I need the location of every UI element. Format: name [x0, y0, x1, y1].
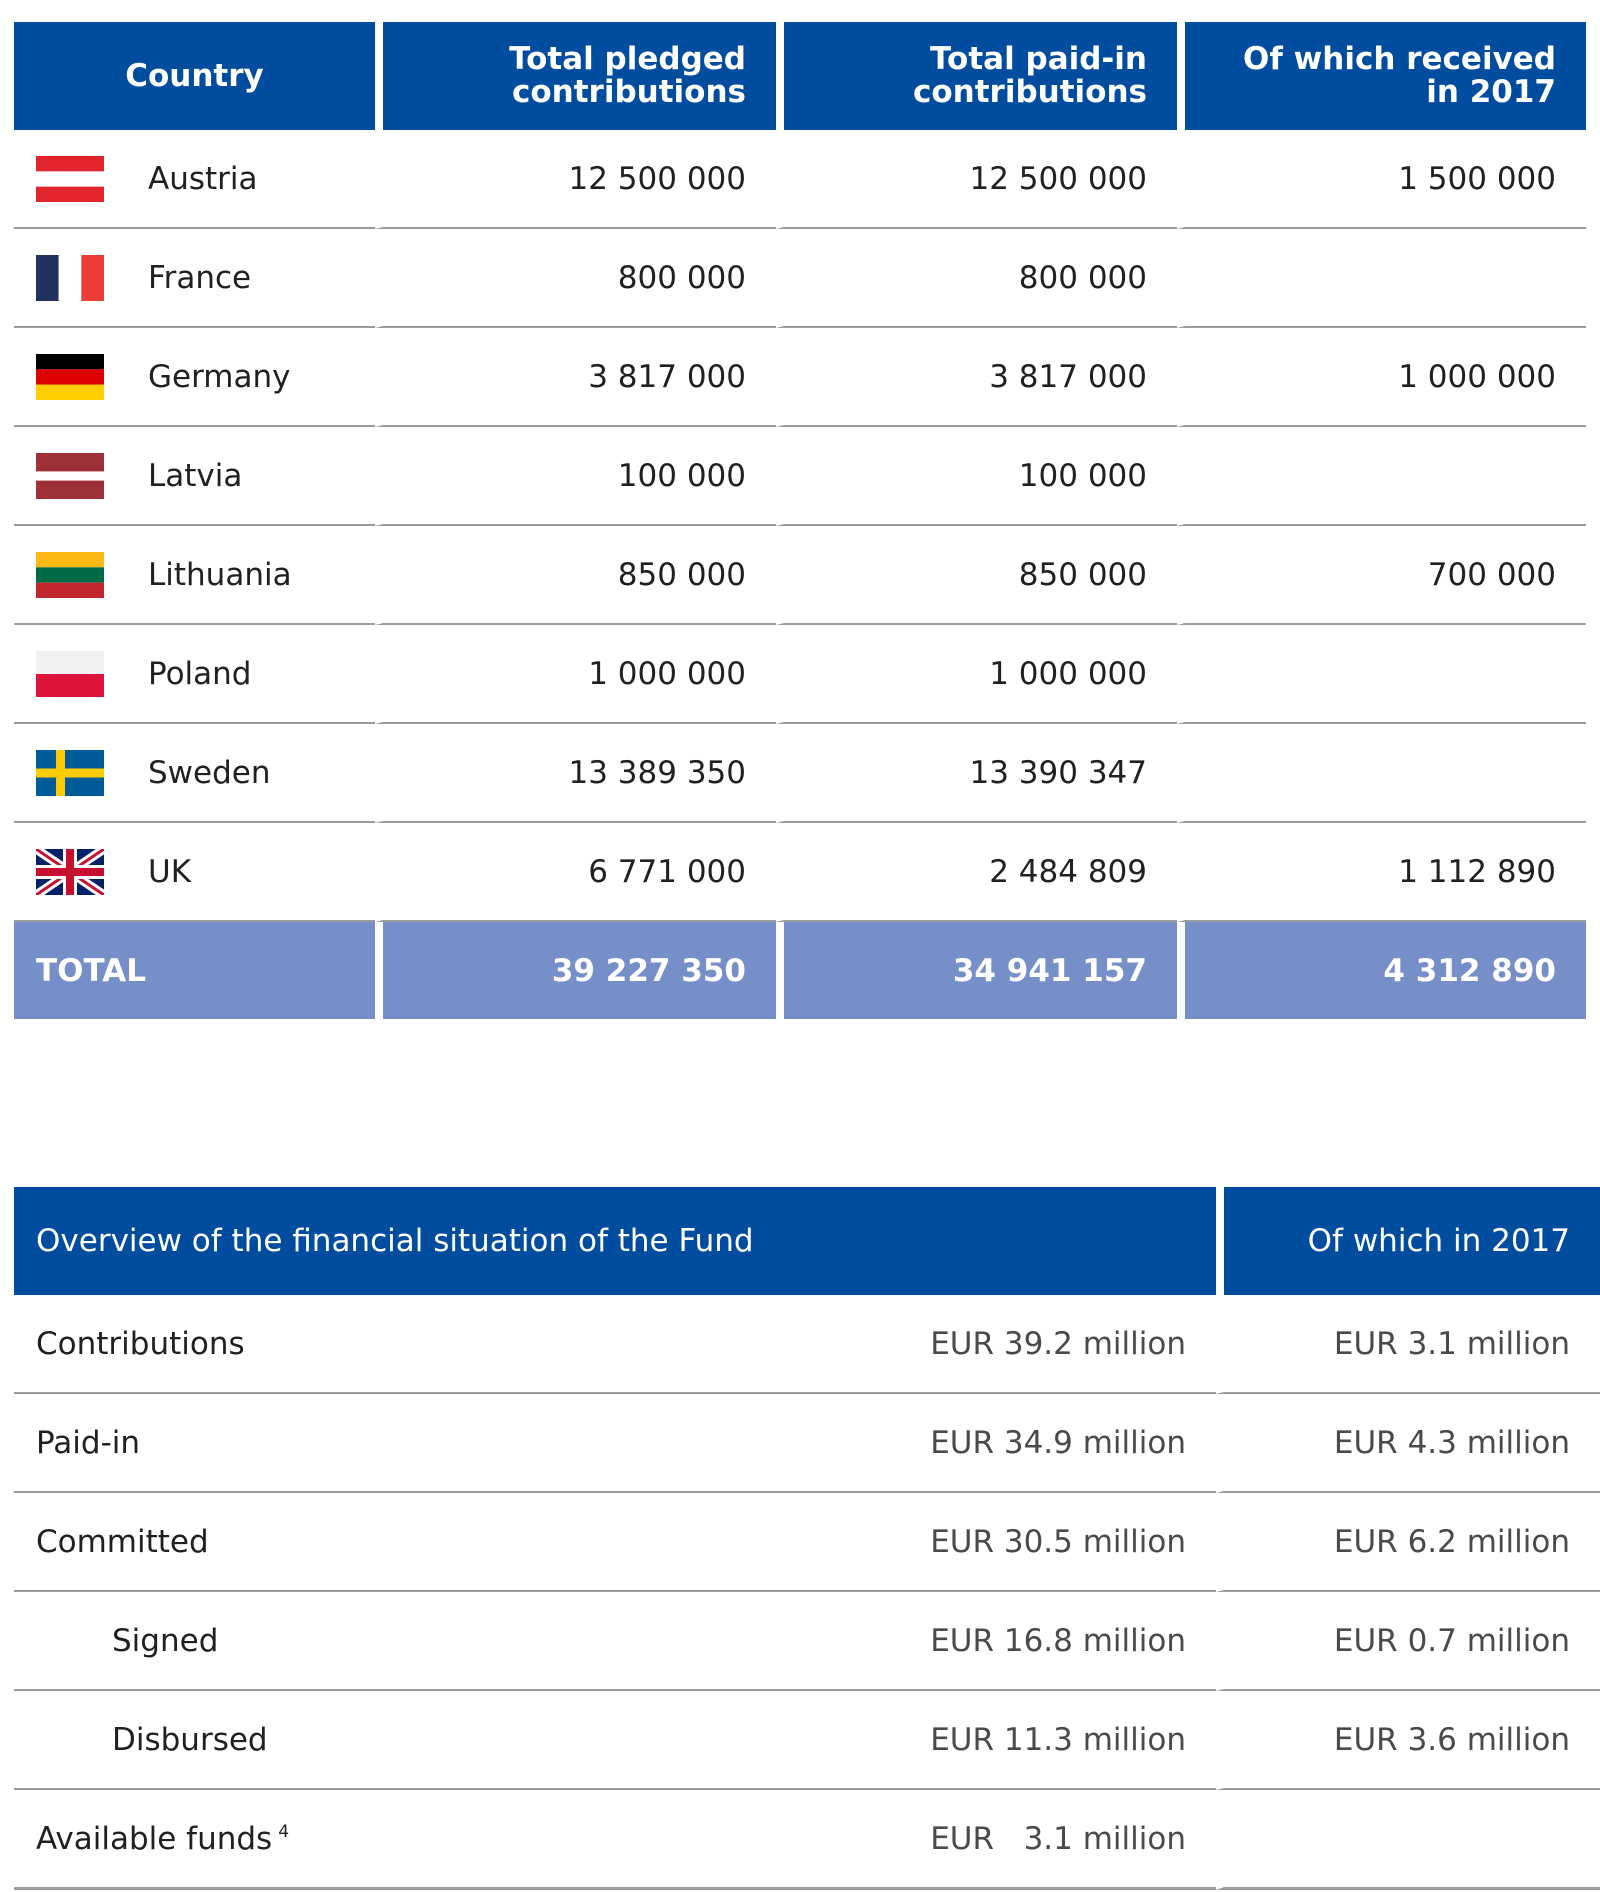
country-column-header: Country: [14, 22, 375, 130]
received-value: 1 500 000: [1177, 130, 1586, 229]
uk-flag-icon: [36, 849, 104, 895]
received-value: 1 112 890: [1177, 823, 1586, 922]
table-row: [14, 1790, 1600, 1890]
available-funds-label: Available funds: [36, 1820, 273, 1857]
country-name: Lithuania: [148, 556, 292, 593]
total-amount: EUR 39.2 million: [544, 1295, 1216, 1394]
pledged-value: 850 000: [375, 526, 776, 625]
paid-in-column-header: Total paid-in contributions: [776, 22, 1177, 130]
poland-flag-icon: [36, 651, 104, 697]
country-name: Germany: [148, 358, 291, 395]
country-name: Latvia: [148, 457, 243, 494]
received-value: [1177, 427, 1586, 526]
table-row: [14, 130, 1586, 229]
table-row: [14, 1394, 1600, 1493]
received-value: [1177, 625, 1586, 724]
country-name: UK: [148, 853, 192, 890]
table-row: [14, 526, 1586, 625]
lithuania-flag-icon: [36, 552, 104, 598]
row-label: Contributions: [14, 1295, 544, 1394]
table-row: [14, 1295, 1600, 1394]
received-value: [1177, 229, 1586, 328]
country-name: France: [148, 259, 252, 296]
table-row: [14, 1592, 1600, 1691]
total-amount: EUR 16.8 million: [544, 1592, 1216, 1691]
country-name: Austria: [148, 160, 258, 197]
received-value: 1 000 000: [1177, 328, 1586, 427]
table-row: [14, 427, 1586, 526]
latvia-flag-icon: [36, 453, 104, 499]
paid-in-value: 100 000: [776, 427, 1177, 526]
year-amount: EUR 4.3 million: [1216, 1394, 1600, 1493]
table-row: [14, 1493, 1600, 1592]
country-name: Sweden: [148, 754, 271, 791]
pledged-value: 100 000: [375, 427, 776, 526]
year-amount: EUR 3.1 million: [1216, 1295, 1600, 1394]
year-amount: [1216, 1790, 1600, 1890]
received-value: [1177, 724, 1586, 823]
total-amount: EUR 3.1 million: [544, 1790, 1216, 1890]
contributions-header-row: [14, 22, 1586, 130]
total-pledged-value: 39 227 350: [375, 922, 776, 1019]
footnote-marker: 4: [278, 1821, 290, 1842]
pledged-column-header: Total pledged contributions: [375, 22, 776, 130]
year-amount: EUR 6.2 million: [1216, 1493, 1600, 1592]
paid-in-value: 13 390 347: [776, 724, 1177, 823]
paid-in-value: 2 484 809: [776, 823, 1177, 922]
france-flag-icon: [36, 255, 104, 301]
austria-flag-icon: [36, 156, 104, 202]
total-row: [14, 922, 1586, 1019]
total-amount: EUR 30.5 million: [544, 1493, 1216, 1592]
financial-overview-title: Overview of the financial situation of the Fund: [14, 1187, 1216, 1295]
received-column-header: Of which received in 2017: [1177, 22, 1586, 130]
pledged-value: 12 500 000: [375, 130, 776, 229]
table-row: [14, 625, 1586, 724]
paid-in-value: 800 000: [776, 229, 1177, 328]
pledged-value: 13 389 350: [375, 724, 776, 823]
pledged-value: 800 000: [375, 229, 776, 328]
pledged-value: 6 771 000: [375, 823, 776, 922]
country-name: Poland: [148, 655, 252, 692]
table-row: [14, 229, 1586, 328]
total-amount: EUR 34.9 million: [544, 1394, 1216, 1493]
contributions-table: [14, 22, 1586, 1019]
sweden-flag-icon: [36, 750, 104, 796]
table-row: [14, 724, 1586, 823]
paid-in-value: 12 500 000: [776, 130, 1177, 229]
year-amount: EUR 3.6 million: [1216, 1691, 1600, 1790]
financial-header-row: [14, 1187, 1600, 1295]
table-row: [14, 328, 1586, 427]
total-received-value: 4 312 890: [1177, 922, 1586, 1019]
pledged-value: 1 000 000: [375, 625, 776, 724]
received-value: 700 000: [1177, 526, 1586, 625]
total-paid-in-value: 34 941 157: [776, 922, 1177, 1019]
germany-flag-icon: [36, 354, 104, 400]
table-row: [14, 1691, 1600, 1790]
total-amount: EUR 11.3 million: [544, 1691, 1216, 1790]
row-label: Committed: [14, 1493, 544, 1592]
row-label: Paid-in: [14, 1394, 544, 1493]
year-amount: EUR 0.7 million: [1216, 1592, 1600, 1691]
paid-in-value: 1 000 000: [776, 625, 1177, 724]
row-label: Disbursed: [14, 1691, 544, 1790]
paid-in-value: 850 000: [776, 526, 1177, 625]
pledged-value: 3 817 000: [375, 328, 776, 427]
financial-overview-table: [14, 1187, 1600, 1890]
year-column-header: Of which in 2017: [1216, 1187, 1600, 1295]
total-label: TOTAL: [14, 922, 375, 1019]
table-row: [14, 823, 1586, 922]
paid-in-value: 3 817 000: [776, 328, 1177, 427]
row-label: Signed: [14, 1592, 544, 1691]
row-label: [14, 1790, 544, 1890]
